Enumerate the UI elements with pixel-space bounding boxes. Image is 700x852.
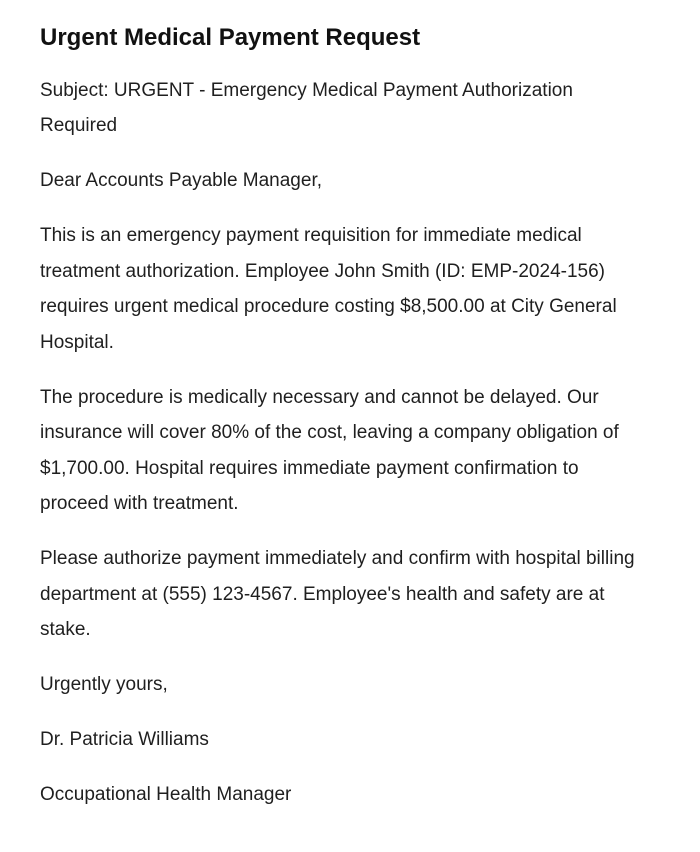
body-paragraph-2: The procedure is medically necessary and cannot be delayed. Our insurance will cover 80% of the cost, leaving a company obligation of $1,700.00. Hospital requires immediate payment confirmation to proceed with treatment. [40,386,619,514]
salutation: Dear Accounts Payable Manager, [40,170,323,191]
body-paragraph-1: This is an emergency payment requisition for immediate medical treatment authorization. Employee John Smith (ID: EMP-2024-156) requires urgent medical procedure costing $8,500.00 at City General Hospital. [40,225,617,353]
closing-line: Urgently yours, [40,674,168,695]
document-title: Urgent Medical Payment Request [40,24,421,51]
signature-name: Dr. Patricia Williams [40,729,209,750]
subject-line: Subject: URGENT - Emergency Medical Payment Authorization Required [40,79,573,136]
signature-role: Occupational Health Manager [40,784,292,805]
body-paragraph-3: Please authorize payment immediately and confirm with hospital billing department at (555) 123-4567. Employee's health and safety are at stake. [40,548,635,640]
